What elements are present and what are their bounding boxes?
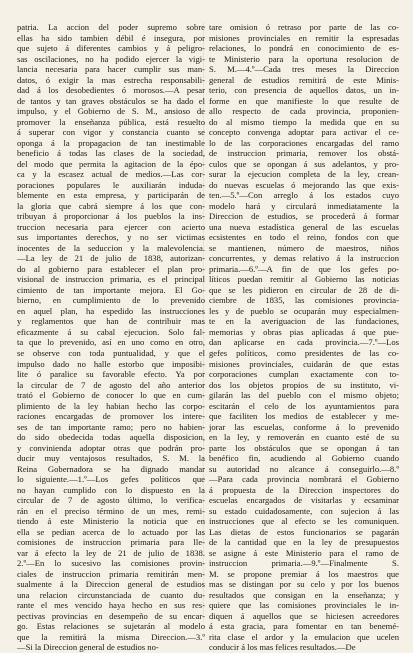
text-line: mas se distingan por su celo y por los buenos (209, 579, 399, 590)
text-line: eficazmente á su cabal ejecucion. Solo fal- (17, 326, 205, 337)
text-line: benéfico fin, acudiendo al Gobierno cuando (209, 453, 399, 464)
text-line: escuelas encargados de visitarlas y ecsaminar (209, 495, 399, 506)
text-line: ducir muy ventajosos resultados, S. M. la (17, 453, 205, 464)
text-line: terio, con presencia de aquellos datos, un in- (209, 85, 399, 96)
text-line: circular de 7 de agosto último, lo verifica- (17, 495, 205, 506)
text-line: tribuyan á proporcionar á los pueblos la ins- (17, 211, 205, 222)
text-line: lancia necesaria para hacer cumplir sus man- (17, 64, 205, 75)
text-line: beneficio á todas las clases de la sociedad, (17, 148, 205, 159)
text-line: relaciones, lo pondrá en conocimiento de es- (209, 43, 399, 54)
text-line: concepto convenga adoptar para activar el ce- (209, 127, 399, 138)
text-line: que la remitirá la misma Direccion.—3.º (17, 631, 205, 642)
text-line: go. Estas relaciones se sujetarán al modelo (17, 621, 205, 632)
text-line: que sujeto á diferentes cambios y á peligro- (17, 43, 205, 54)
text-line: visional de instruccion primaria, es el principal (17, 274, 205, 285)
text-line: se observe con toda puntualidad, y que el (17, 347, 205, 358)
text-line: sas oscilaciones, no ha podido ejercer la vigi- (17, 53, 205, 64)
text-line: en aquel plan, ha espedido las instrucciones (17, 305, 205, 316)
text-line: parte los obstáculos que se opongan á tan (209, 442, 399, 453)
text-line: se asigne á este Ministerio para el ramo de (209, 547, 399, 558)
text-line: culos que se opongan á sus adelantos, y pro- (209, 158, 399, 169)
text-line: forme en que manifieste lo que resulte de (209, 95, 399, 106)
text-line: comisiones de instruccion primaria para lle- (17, 537, 205, 548)
text-line: te Ministerio para la oportuna resolucion de (209, 53, 399, 64)
text-line: ciales de instruccion primaria remitirán men- (17, 568, 205, 579)
text-line: conducir á los mas felices resultados.—De (209, 642, 356, 653)
text-line: rán en el preciso término de un mes, remi- (17, 505, 205, 516)
text-line: S. M.—4.º—Cada tres meses la Direccion (209, 64, 399, 75)
text-line: que se les pidieron en circular de 28 de di- (209, 284, 399, 295)
text-column-right (209, 22, 399, 653)
text-line: de la cantidad que en la ley de presupuestos (209, 537, 399, 548)
text-line: modelo hará y circulará inmediatamente la (209, 200, 399, 211)
text-line: se mantienen, número de maestros, niños (209, 242, 399, 253)
text-line: promover la enseñanza pública, está resuelto (17, 116, 205, 127)
text-line: pectivas provincias en desempeño de su encar- (17, 610, 205, 621)
text-line: que faciliten los medios de establecer y me- (209, 411, 399, 422)
text-line: lite ó paralice su favorable efecto. Ya por (17, 369, 205, 380)
text-line: líticos puedan remitir al Gobierno las noticias (209, 274, 399, 285)
column-gutter (203, 22, 204, 622)
text-line: lo siguiente.—1.º—Los gefes políticos que (17, 474, 205, 485)
text-line: concurrentes, y demas relativo á la instruccion (209, 253, 399, 264)
text-line: impulso dado no halle estorbo que imposibi- (17, 358, 205, 369)
text-line: rante el mes vencido haya hecho en sus res- (17, 600, 205, 611)
text-line: ta que lo prevenido, así en uno como en otro, (17, 337, 205, 348)
text-line: jorar las escuelas, conforme á lo prevenido (209, 421, 399, 432)
text-line: ten.—5.º—Con arreglo á los estados cuyo (209, 190, 399, 201)
text-line: escitarán el celo de los ayuntamientos para (209, 400, 399, 411)
text-line: su autoridad no alcance á conseguirlo.—8.º (209, 463, 399, 474)
text-line: instrucciones que al efecto se les comuniquen. (209, 516, 399, 527)
text-line: su estado cuidadosamente, con sujecion á las (209, 505, 399, 516)
text-line: y reglamentos que han de contribuir mas (17, 316, 205, 327)
text-line: 2.º—En lo sucesivo las comisiones provin- (17, 558, 205, 569)
text-line: do al mismo tiempo la medida que en su (209, 116, 399, 127)
text-line: bierno, en cumplimiento de lo prevenido (17, 295, 205, 306)
text-line: patria. La accion del poder supremo sobre (17, 22, 205, 32)
text-line: —Si la Direccion general de estudios no- (17, 642, 159, 653)
text-line: dos los objetos propios de su instituto, vi- (209, 379, 399, 390)
text-line: una nueva estadística general de las escuelas (209, 221, 399, 232)
text-line: á esta gracia, para fomentar en tan benemé- (209, 621, 399, 632)
text-line: impulso, y el Gobierno de S. M., ansioso de (17, 106, 205, 117)
text-line: misiones provinciales, cuidarán de que estas (209, 358, 399, 369)
text-line: rita clase el ardor y la emulacion que ucelen (209, 631, 399, 642)
text-line: ca y la escasez actual de medios.—Las cor- (17, 169, 205, 180)
text-line: instruccion primaria.—9.º—Finalmente S. (209, 558, 399, 569)
text-line: no hayan cumplido con lo dispuesto en la (17, 484, 205, 495)
text-line: general de estudios remitirá de este Minis- (209, 74, 399, 85)
text-line: sus importantes derechos, y no ser victimas (17, 232, 205, 243)
text-line: en la ley, y removerán en cuanto esté de su (209, 432, 399, 443)
text-line: te en la averiguacion de las fundaciones, (209, 316, 399, 327)
text-line: y convinienda adoptar otras que podrán pro- (17, 442, 205, 453)
text-line: les y de pueblo se ocuparán muy especialmen- (209, 305, 399, 316)
text-line: ecsistentes en todo el reino, fondos con que (209, 232, 399, 243)
text-line: primaria.—6.º—A fin de que los gefes po- (209, 263, 399, 274)
text-line: corporaciones cumplan exactamente con to- (209, 369, 399, 380)
text-line: M. se propone premiar á los maestros que (209, 568, 399, 579)
text-line: —La ley de 21 de julio de 1838, autorizan- (17, 253, 205, 264)
text-line: dan aplicarse en cada provincia.—7.º—Los (209, 337, 399, 348)
text-line: datos, ó exigir la mas estrecha responsabili- (17, 74, 205, 85)
text-line: resultados que consigan en la enseñanza; y (209, 589, 399, 600)
text-line: tiendo á este Ministerio la noticia que en (17, 516, 205, 527)
text-line: diquen á aquellos que se hiciesen acreedores (209, 610, 399, 621)
text-line: gefes políticos, como presidentes de las co- (209, 347, 399, 358)
text-line: do al gobierno para establecer el plan pro- (17, 263, 205, 274)
text-line: la circular de 7 de agosto del año anterior (17, 379, 205, 390)
text-line: una relacion circunstanciada de cuanto du- (17, 589, 205, 600)
text-line: misiones provinciales en remitir la espresadas (209, 32, 399, 43)
text-line: surar la ejecucion completa de la ley, crean- (209, 169, 399, 180)
text-line: cimiento de tan importante mejora. El Go- (17, 284, 205, 295)
text-line: memorias y obras pias aplicadas á que pue- (209, 326, 399, 337)
text-line: quiere que las comisiones provinciales le in- (209, 600, 399, 611)
text-line: var á efecto la ley de 21 de julio de 1838. (17, 547, 205, 558)
text-line: —Para cada provincia nombrará el Gobierno (209, 474, 399, 485)
text-line: truccion necesaria para ejercer con acierto (17, 221, 205, 232)
text-line: del modo que permita la agitacion de la épo- (17, 158, 205, 169)
text-line: sualmente á la Direccion general de estudios (17, 579, 205, 590)
text-line: ciembre de 1835, las comisiones provincia- (209, 295, 399, 306)
text-line: plimiento de la ley habian hecho las corpo- (17, 400, 205, 411)
text-line: ses de tan importante ramo; pero no habien- (17, 421, 205, 432)
text-line: de tantos y tan graves obstáculos se ha dado el (17, 95, 205, 106)
text-line: oponga á la propagacion de tan inestimable (17, 137, 205, 148)
text-line: Reina Gobernadora se ha dignado mandar (17, 463, 205, 474)
text-line: Las dietas de estos funcionarios se pagarán (209, 526, 399, 537)
text-line: Direccion de estudios, se procederá á formar (209, 211, 399, 222)
text-line: raciones encargadas de promover los intere- (17, 411, 205, 422)
text-line: inocentes de la seduccion y la malevolencia. (17, 242, 205, 253)
text-line: gilarán las del pueblo con el mismo objeto; (209, 390, 399, 401)
text-line: la gloria que cabrá siempre á los que con- (17, 200, 205, 211)
text-column-left (17, 22, 205, 653)
text-line: ella se pedian acerca de lo actuado por las (17, 526, 205, 537)
text-line: de instruccion primaria, remover los obstá- (209, 148, 399, 159)
text-line: do nuevas escuelas ó mejorando las que exis- (209, 179, 399, 190)
text-line: do sido obedecida todas aquella disposicion, (17, 432, 205, 443)
text-line: dad á los desobedientes ó morosos.—A pesar (17, 85, 205, 96)
text-line: á propuesta de la Direccion inspectores do (209, 484, 399, 495)
text-line: á superar con vigor y constancia cuanto se (17, 127, 205, 138)
text-line: trató el Gobierno de conocer lo que en cum- (17, 390, 205, 401)
text-line: poraciones populares le auxiliarán induda- (17, 179, 205, 190)
text-line: blemente en esta empresa, y participarán de (17, 190, 205, 201)
text-line: ellas ha sido tambien débil é insegura, por (17, 32, 205, 43)
text-line: tare omision ó retraso por parte de las co- (209, 22, 399, 32)
text-line: lo de las corporaciones encargadas del ramo (209, 137, 399, 148)
text-line: allo respecto de cada provincia, proponien- (209, 106, 399, 117)
